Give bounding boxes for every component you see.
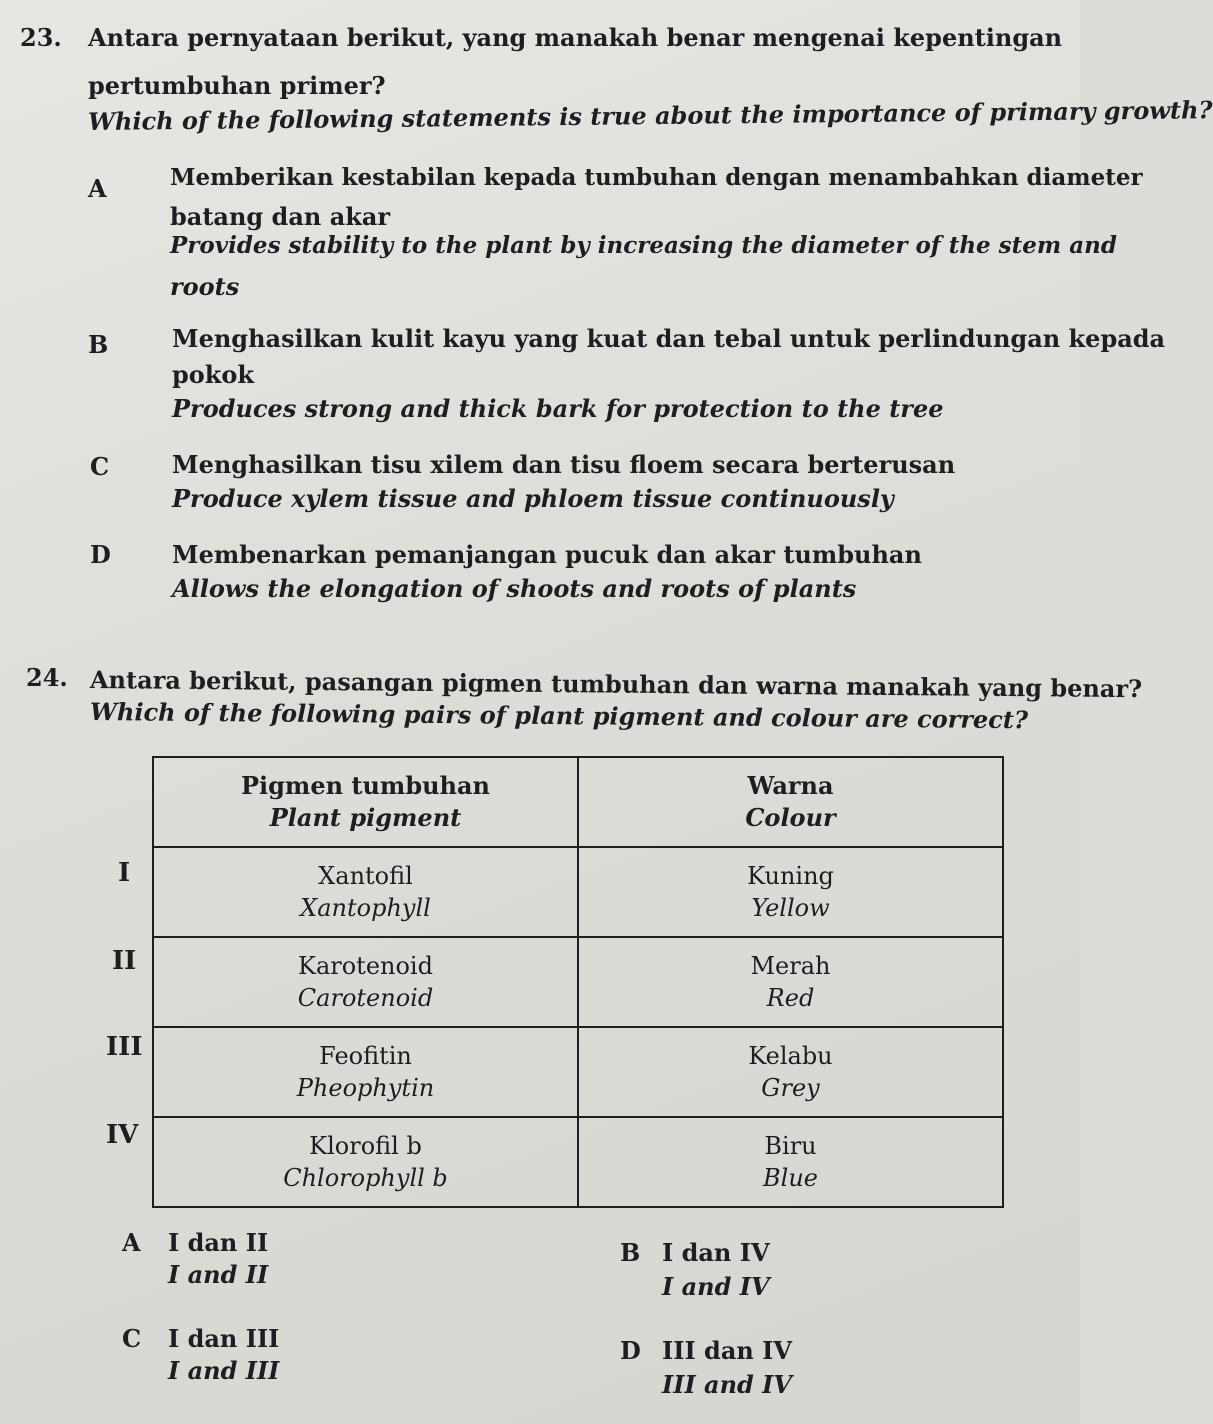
q23-option-d-en-line1: Allows the elongation of shoots and roots of plants bbox=[172, 574, 857, 603]
table-row bbox=[153, 1027, 1003, 1117]
pigment-ms: Karotenoid bbox=[298, 951, 433, 980]
pigment-cell bbox=[153, 1027, 578, 1117]
pigment-en: Xantophyll bbox=[300, 894, 431, 922]
header-pigment-ms: Pigmen tumbuhan bbox=[240, 770, 491, 800]
colour-en: Blue bbox=[763, 1164, 818, 1192]
pigment-cell bbox=[153, 847, 578, 937]
colour-ms: Merah bbox=[750, 951, 831, 980]
header-colour-cell bbox=[578, 757, 1003, 847]
colour-en: Red bbox=[766, 984, 815, 1012]
q24-answer-b-letter: B bbox=[620, 1238, 641, 1267]
row-label-ii: II bbox=[112, 946, 137, 976]
pigment-cell bbox=[153, 1117, 578, 1207]
q24-answer-b-ms: I dan IV bbox=[662, 1238, 770, 1267]
q24-answer-c-en: I and III bbox=[168, 1356, 280, 1385]
header-pigment-cell bbox=[153, 757, 578, 847]
pigment-en: Chlorophyll b bbox=[283, 1164, 448, 1192]
header-pigment-en: Plant pigment bbox=[269, 803, 462, 832]
q24-stem-en: Which of the following pairs of plant pigment and colour are correct? bbox=[89, 697, 1029, 735]
header-colour-en: Colour bbox=[745, 803, 836, 832]
q24-answer-b-en: I and IV bbox=[662, 1272, 770, 1301]
q23-option-b-ms-line1: Menghasilkan kulit kayu yang kuat dan tebal untuk perlindungan kepada bbox=[172, 324, 1166, 353]
table-row bbox=[153, 847, 1003, 937]
q23-stem-en: Which of the following statements is true about the importance of primary growth? bbox=[87, 95, 1213, 136]
q23-option-b-en-line1: Produces strong and thick bark for protection to the tree bbox=[172, 394, 944, 423]
q23-stem-ms-line2: pertumbuhan primer? bbox=[88, 71, 386, 100]
q24-answer-c-letter: C bbox=[122, 1324, 142, 1353]
pigment-ms: Xantofil bbox=[318, 861, 413, 890]
colour-cell bbox=[578, 847, 1003, 937]
q24-answer-d-ms: III dan IV bbox=[662, 1336, 793, 1365]
q23-stem-ms-line1: Antara pernyataan berikut, yang manakah benar mengenai kepentingan bbox=[88, 23, 1063, 52]
q23-option-d-ms-line1: Membenarkan pemanjangan pucuk dan akar tumbuhan bbox=[172, 540, 922, 569]
q23-option-a-letter: A bbox=[88, 174, 107, 203]
q24-answer-c-ms: I dan III bbox=[168, 1324, 280, 1353]
colour-ms: Kuning bbox=[747, 861, 834, 890]
q24-answer-d-letter: D bbox=[620, 1336, 641, 1365]
pigment-ms: Klorofil b bbox=[309, 1131, 422, 1160]
q23-option-a-en-line1: Provides stability to the plant by increasing the diameter of the stem and bbox=[170, 232, 1117, 259]
pigment-en: Pheophytin bbox=[296, 1074, 435, 1102]
row-label-i: I bbox=[118, 858, 131, 888]
q24-number: 24. bbox=[26, 663, 68, 692]
q23-option-b-letter: B bbox=[88, 330, 109, 359]
q23-option-c-ms-line1: Menghasilkan tisu xilem dan tisu floem secara berterusan bbox=[172, 450, 956, 479]
row-label-iii: III bbox=[106, 1032, 143, 1062]
q24-answer-a-ms: I dan II bbox=[168, 1228, 269, 1257]
table-header-row bbox=[153, 757, 1003, 847]
q24-answer-d-en: III and IV bbox=[662, 1370, 793, 1399]
pigment-table bbox=[152, 756, 1004, 1208]
pigment-cell bbox=[153, 937, 578, 1027]
colour-cell bbox=[578, 1117, 1003, 1207]
q23-option-d-letter: D bbox=[90, 540, 111, 569]
q23-number: 23. bbox=[20, 23, 62, 52]
q23-option-b-ms-line2: pokok bbox=[172, 360, 255, 389]
table-row bbox=[153, 937, 1003, 1027]
row-label-iv: IV bbox=[106, 1120, 139, 1150]
q23-option-c-en-line1: Produce xylem tissue and phloem tissue continuously bbox=[172, 484, 894, 513]
colour-en: Grey bbox=[761, 1074, 820, 1102]
pigment-en: Carotenoid bbox=[297, 984, 434, 1012]
q24-answer-a-en: I and II bbox=[168, 1260, 269, 1289]
colour-ms: Biru bbox=[764, 1131, 817, 1160]
colour-cell bbox=[578, 1027, 1003, 1117]
header-colour-ms: Warna bbox=[747, 770, 834, 800]
q24-answer-a-letter: A bbox=[122, 1228, 141, 1257]
q23-option-c-letter: C bbox=[90, 452, 110, 481]
colour-en: Yellow bbox=[751, 894, 830, 922]
colour-cell bbox=[578, 937, 1003, 1027]
q23-option-a-ms-line2: batang dan akar bbox=[170, 202, 391, 231]
table-row bbox=[153, 1117, 1003, 1207]
q24-stem-ms: Antara berikut, pasangan pigmen tumbuhan dan warna manakah yang benar? bbox=[89, 665, 1143, 704]
q23-option-a-ms-line1: Memberikan kestabilan kepada tumbuhan dengan menambahkan diameter bbox=[170, 164, 1143, 191]
colour-ms: Kelabu bbox=[748, 1041, 833, 1070]
pigment-ms: Feofitin bbox=[319, 1041, 412, 1070]
q23-option-a-en-line2: roots bbox=[170, 272, 240, 301]
